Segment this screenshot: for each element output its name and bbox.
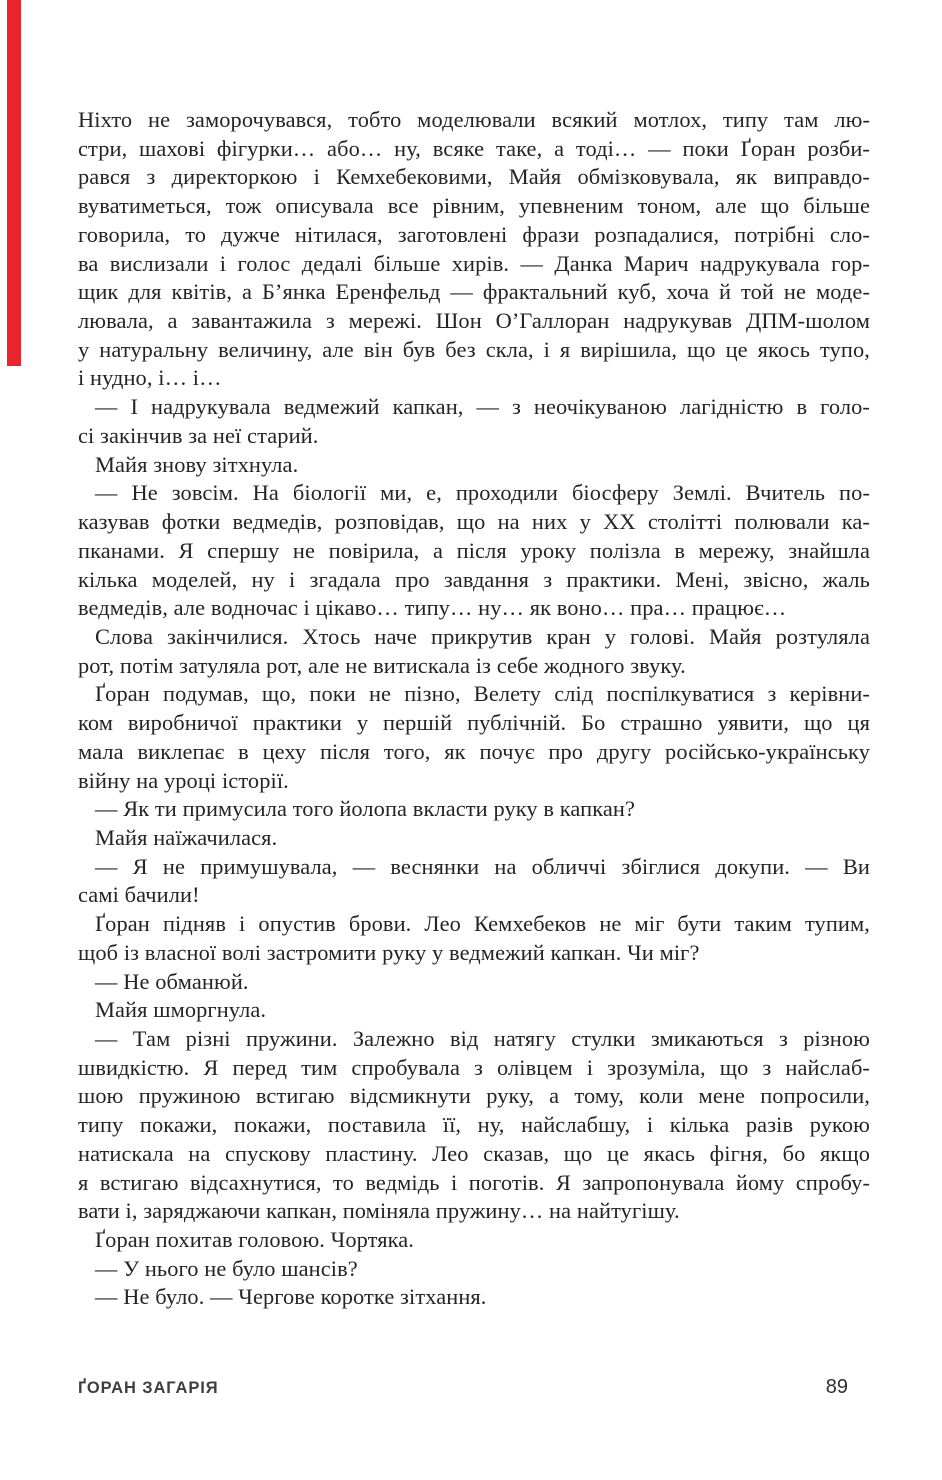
text-line: — Там різні пружини. Залежно від натягу стулки змикаються з різною (95, 1026, 870, 1051)
paragraph (78, 1255, 870, 1284)
paragraph (78, 451, 870, 480)
text-line: самі бачили! (78, 882, 200, 908)
text-line: Ґоран подумав, що, поки не пізно, Велету слід поспілкуватися з керівни- (95, 681, 870, 707)
text-line: пканами. Я спершу не повірила, а після уроку полізла в мережу, знайшла (78, 537, 870, 563)
text-line: говорила, то дужче нітилася, заготовлені фрази розпадалися, потрібні сло- (78, 221, 870, 247)
text-line: ведмедів, але водночас і цікаво… типу… ну… як воно… пра… працює… (78, 595, 787, 621)
paragraph (78, 623, 870, 680)
reading-progress-bar[interactable] (7, 0, 21, 366)
page-number: 89 (825, 1376, 848, 1398)
text-line: вати і, заряджаючи капкан, поміняла пружину… на найтугішу. (78, 1198, 680, 1224)
text-line: Ґоран похитав головою. Чортяка. (95, 1227, 414, 1253)
paragraph (78, 393, 870, 450)
text-line: сі закінчив за неї старий. (78, 422, 319, 448)
text-line: Майя шморгнула. (95, 997, 267, 1023)
text-line: у натуральну величину, але він був без скла, і я вирішила, що це якось тупо, (78, 336, 870, 362)
text-line: — І надрукувала ведмежий капкан, — з неочікуваною лагідністю в голо- (95, 394, 870, 420)
paragraph (78, 106, 870, 393)
paragraph (78, 853, 870, 910)
paragraph (78, 910, 870, 967)
page-footer (78, 1376, 870, 1399)
paragraph (78, 1025, 870, 1226)
paragraph (78, 824, 870, 853)
text-line: Майя знову зітхнула. (95, 451, 299, 477)
text-line: Слова закінчилися. Хтось наче прикрутив кран у голові. Майя розтуляла (95, 623, 870, 649)
text-line: — Не зовсім. На біології ми, е, проходили біосферу Землі. Вчитель по- (95, 480, 870, 506)
text-line: мала виклепає в цеху після того, як почує про другу російсько-українську (78, 738, 870, 764)
text-line: натискала на спускову пластину. Лео сказав, що це якась фігня, бо якщо (78, 1140, 870, 1166)
text-line: ком виробничої практики у першій публічній. Бо страшно уявити, що ця (78, 710, 870, 736)
text-line: щик для квітів, а Б’янка Еренфельд — фрактальний куб, хоча й той не моде- (78, 279, 870, 305)
text-line: — Не було. — Чергове коротке зітхання. (95, 1284, 487, 1310)
text-line: вуватиметься, тож описувала все рівним, упевненим тоном, але що більше (78, 193, 870, 219)
paragraph (78, 968, 870, 997)
paragraph (78, 1283, 870, 1312)
text-line: щоб із власної волі застромити руку у ведмежий капкан. Чи міг? (78, 939, 700, 965)
text-line: рот, потім затуляла рот, але не витискала із себе жодного звуку. (78, 652, 686, 678)
paragraph (78, 795, 870, 824)
text-line: типу покажи, покажи, поставила її, ну, найслабшу, і кілька разів рукою (78, 1112, 870, 1138)
text-line: шою пружиною встигаю відсмикнути руку, а тому, коли мене попросили, (78, 1083, 870, 1109)
text-line: я встигаю відсахнутися, то ведмідь і поготів. Я запропонувала йому спробу- (78, 1169, 870, 1195)
text-line: — Я не примушувала, — веснянки на обличчі збіглися докупи. — Ви (95, 853, 870, 879)
paragraph (78, 996, 870, 1025)
text-line: Ґоран підняв і опустив брови. Лео Кемхебеков не міг бути таким тупим, (95, 911, 870, 937)
text-line: Майя наїжачилася. (95, 824, 278, 850)
text-line: і нудно, і… і… (78, 365, 222, 391)
text-line: — У нього не було шансів? (95, 1255, 358, 1281)
text-line: Ніхто не заморочувався, тобто моделювали всякий мотлох, типу там лю- (78, 107, 870, 132)
text-line: лювала, а завантажила з мережі. Шон О’Галлоран надрукував ДПМ-шолом (78, 308, 870, 334)
text-line: ва вислизали і голос дедалі більше хирів. — Данка Марич надрукувала гор- (78, 250, 870, 276)
text-line: казував фотки ведмедів, розповідав, що на них у XX столітті полювали ка- (78, 509, 870, 535)
paragraph (78, 479, 870, 623)
text-line: — Не обманюй. (95, 968, 249, 994)
text-block (78, 106, 870, 1312)
text-line: рався з директоркою і Кемхебековими, Майя обмізковувала, як виправдо- (78, 164, 870, 190)
text-line: стри, шахові фігурки… або… ну, всяке таке, а тоді… — поки Ґоран розби- (78, 135, 870, 161)
text-line: — Як ти примусила того йолопа вкласти руку в капкан? (95, 796, 636, 822)
text-line: війну на уроці історії. (78, 767, 289, 793)
text-line: швидкістю. Я перед тим спробувала з олівцем і зрозуміла, що з найслаб- (78, 1054, 870, 1080)
paragraph (78, 680, 870, 795)
running-title: ҐОРАН ЗАГАРІЯ (78, 1379, 219, 1397)
text-line: кілька моделей, ну і згадала про завдання з практики. Мені, звісно, жаль (78, 566, 870, 592)
paragraph (78, 1226, 870, 1255)
